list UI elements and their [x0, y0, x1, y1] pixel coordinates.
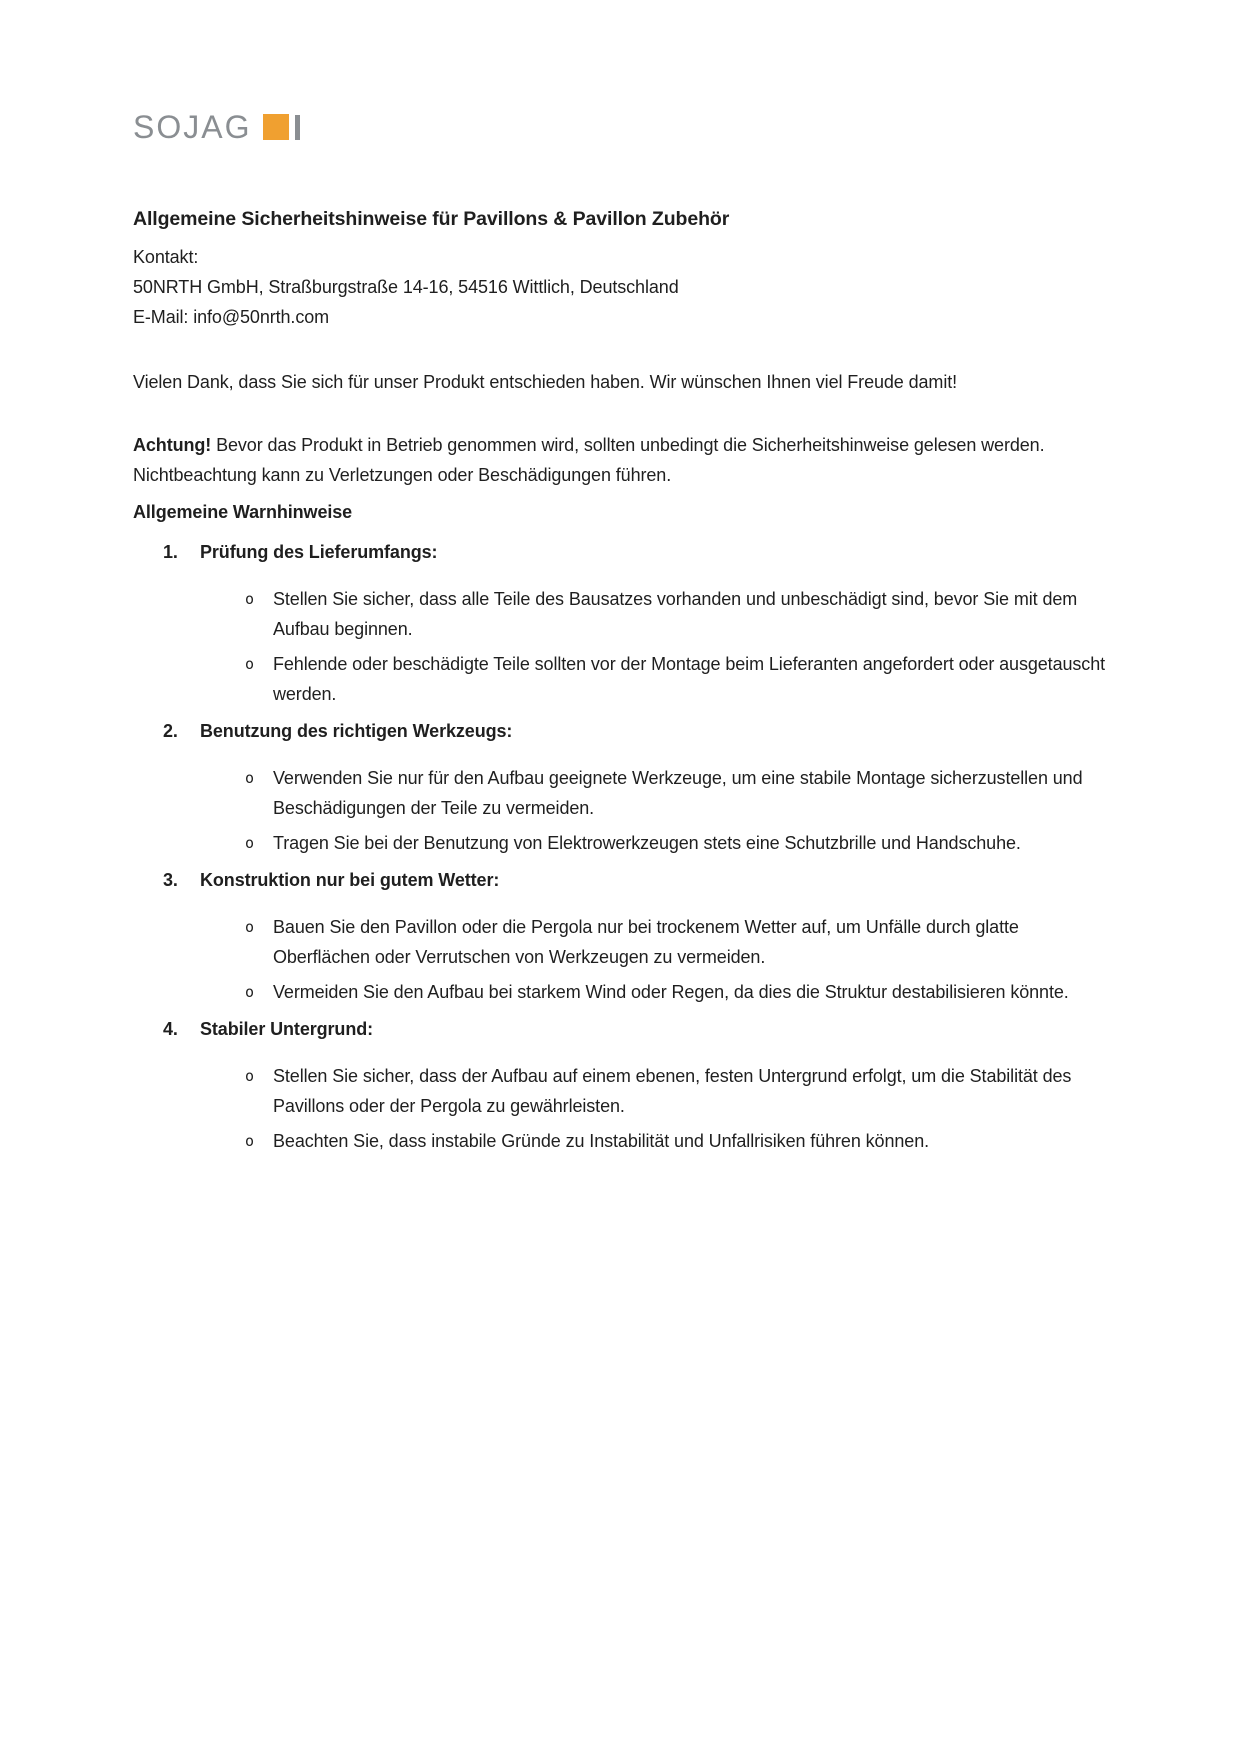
list-item	[133, 763, 1107, 823]
list-group-title: Konstruktion nur bei gutem Wetter:	[200, 870, 500, 890]
list-group-items	[133, 912, 1107, 1007]
list-item-text: Beachten Sie, dass instabile Gründe zu Instabilität und Unfallrisiken führen können.	[273, 1131, 930, 1151]
list-number: 2.	[163, 721, 178, 741]
list-item-text: Stellen Sie sicher, dass alle Teile des Bausatzes vorhanden und unbeschädigt sind, bevor Sie mit dem Aufbau beginnen.	[273, 589, 1078, 639]
circle-bullet-icon: o	[245, 983, 254, 1001]
list-item	[133, 977, 1107, 1007]
list-item-text: Verwenden Sie nur für den Aufbau geeignete Werkzeuge, um eine stabile Montage sicherzustellen und Beschädigungen der Teile zu vermeiden.	[273, 768, 1083, 818]
list-group	[133, 1014, 1107, 1156]
warning-paragraph	[133, 430, 1107, 490]
circle-bullet-icon: o	[245, 1067, 254, 1085]
list-group-heading	[133, 1014, 1107, 1044]
sojag-logo-text: SOJAG	[133, 109, 252, 145]
list-number: 1.	[163, 542, 178, 562]
list-item-text: Fehlende oder beschädigte Teile sollten vor der Montage beim Lieferanten angefordert oder ausgetauscht werden.	[273, 654, 1106, 704]
contact-block	[133, 242, 1107, 332]
section-heading: Allgemeine Warnhinweise	[133, 502, 353, 522]
list-item	[133, 912, 1107, 972]
list-group	[133, 537, 1107, 709]
list-item-text: Bauen Sie den Pavillon oder die Pergola nur bei trockenem Wetter auf, um Unfälle durch glatte Oberflächen oder Verrutschen von Werkzeugen zu vermeiden.	[273, 917, 1019, 967]
contact-email: E-Mail: info@50nrth.com	[133, 307, 330, 327]
warning-list	[133, 537, 1107, 1156]
list-group-heading	[133, 716, 1107, 746]
intro-paragraph: Vielen Dank, dass Sie sich für unser Produkt entschieden haben. Wir wünschen Ihnen viel Freude damit!	[133, 372, 958, 392]
list-item-text: Vermeiden Sie den Aufbau bei starkem Wind oder Regen, da dies die Struktur destabilisieren könnte.	[273, 982, 1069, 1002]
list-group-title: Benutzung des richtigen Werkzeugs:	[200, 721, 513, 741]
list-item	[133, 584, 1107, 644]
list-item-text: Tragen Sie bei der Benutzung von Elektrowerkzeugen stets eine Schutzbrille und Handschuhe.	[273, 833, 1021, 853]
sojag-logo	[133, 109, 1107, 145]
circle-bullet-icon: o	[245, 1132, 254, 1150]
list-group-items	[133, 763, 1107, 858]
list-group	[133, 865, 1107, 1007]
circle-bullet-icon: o	[245, 834, 254, 852]
list-item	[133, 1126, 1107, 1156]
list-group	[133, 716, 1107, 858]
circle-bullet-icon: o	[245, 655, 254, 673]
list-group-title: Prüfung des Lieferumfangs:	[200, 542, 438, 562]
circle-bullet-icon: o	[245, 918, 254, 936]
sojag-logo-bar-icon	[295, 115, 300, 140]
circle-bullet-icon: o	[245, 769, 254, 787]
list-number: 3.	[163, 870, 178, 890]
list-item	[133, 1061, 1107, 1121]
circle-bullet-icon: o	[245, 590, 254, 608]
warning-text: Bevor das Produkt in Betrieb genommen wird, sollten unbedingt die Sicherheitshinweise gelesen werden. Nichtbeachtung kann zu Verletzungen oder Beschädigungen führen.	[133, 435, 1045, 485]
list-number: 4.	[163, 1019, 178, 1039]
list-group-items	[133, 584, 1107, 709]
list-group-items	[133, 1061, 1107, 1156]
list-item	[133, 649, 1107, 709]
list-group-heading	[133, 537, 1107, 567]
list-item-text: Stellen Sie sicher, dass der Aufbau auf einem ebenen, festen Untergrund erfolgt, um die Stabilität des Pavillons oder der Pergola zu gewährleisten.	[273, 1066, 1072, 1116]
list-group-heading	[133, 865, 1107, 895]
contact-label: Kontakt:	[133, 247, 199, 267]
list-group-title: Stabiler Untergrund:	[200, 1019, 374, 1039]
warning-bold-label: Achtung!	[133, 435, 212, 455]
list-item	[133, 828, 1107, 858]
contact-address: 50NRTH GmbH, Straßburgstraße 14-16, 54516 Wittlich, Deutschland	[133, 277, 679, 297]
page-title: Allgemeine Sicherheitshinweise für Pavillons & Pavillon Zubehör	[133, 208, 730, 230]
sojag-logo-orange-square-icon	[263, 114, 289, 140]
